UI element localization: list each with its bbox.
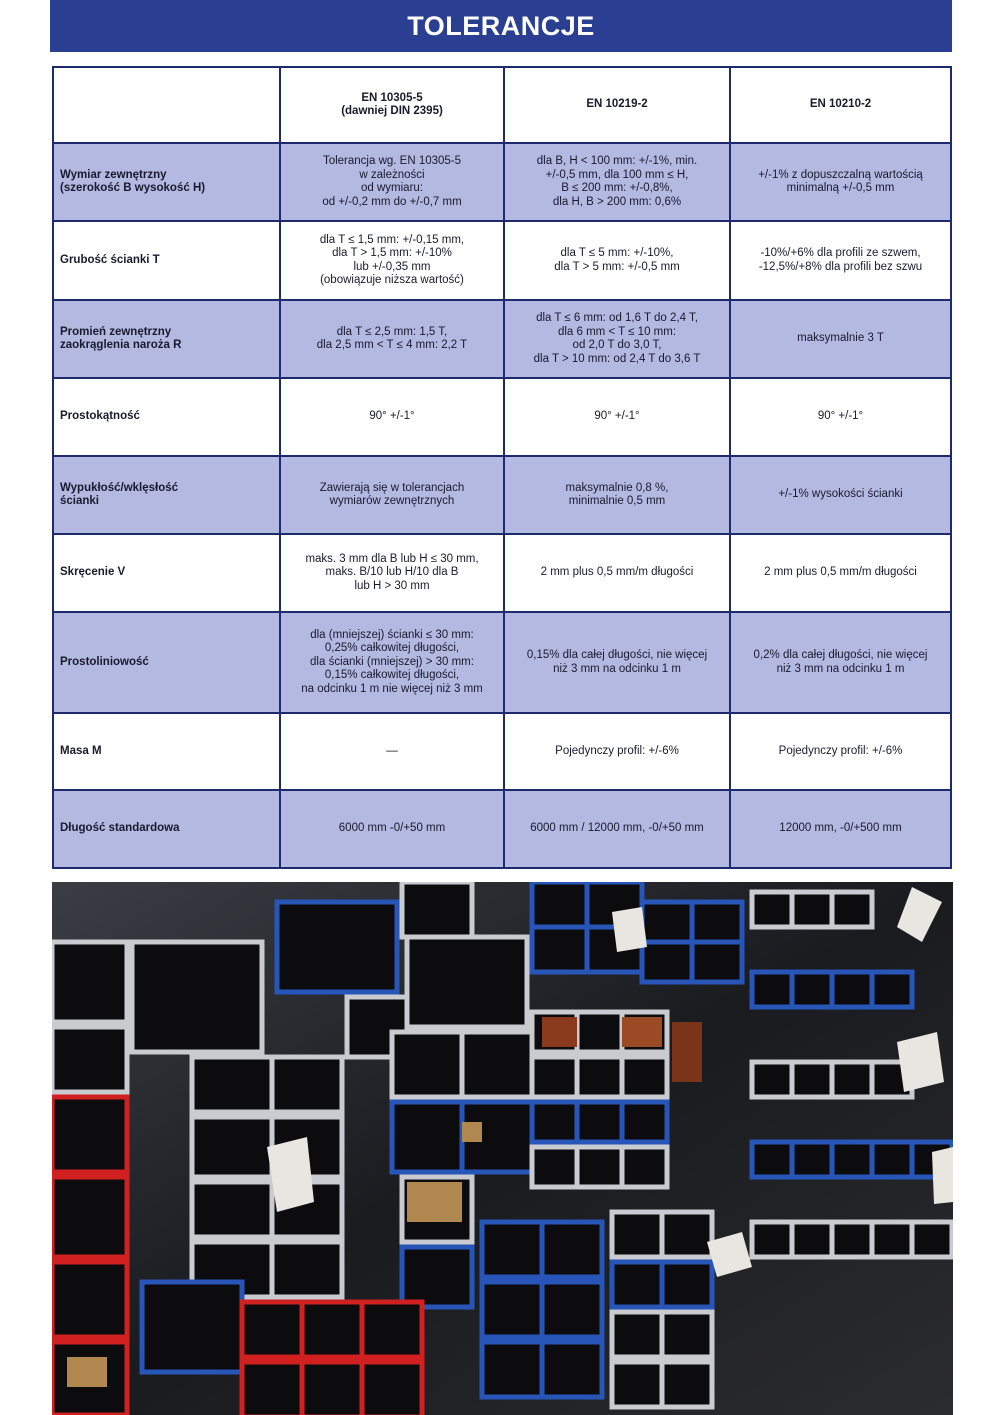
table-cell: -10%/+6% dla profili ze szwem, -12,5%/+8% dla profili bez szwu	[729, 222, 950, 299]
table-cell: +/-1% z dopuszczalną wartością minimalną +/-0,5 mm	[729, 144, 950, 220]
header-cell-en10210: EN 10210-2	[729, 68, 950, 142]
table-cell: dla B, H < 100 mm: +/-1%, min. +/-0,5 mm, dla 100 mm ≤ H, B ≤ 200 mm: +/-0,8%, dla H, B > 200 mm: 0,6%	[503, 144, 729, 220]
table-row	[54, 789, 950, 867]
table-row	[54, 533, 950, 611]
table-cell: dla T ≤ 5 mm: +/-10%, dla T > 5 mm: +/-0,5 mm	[503, 222, 729, 299]
table-cell: dla T ≤ 2,5 mm: 1,5 T, dla 2,5 mm < T ≤ 4 mm: 2,2 T	[279, 301, 503, 377]
table-cell: dla T ≤ 6 mm: od 1,6 T do 2,4 T, dla 6 mm < T ≤ 10 mm: od 2,0 T do 3,0 T, dla T > 10 mm: od 2,4 T do 3,6 T	[503, 301, 729, 377]
table-cell: 0,15% dla całej długości, nie więcej niż 3 mm na odcinku 1 m	[503, 613, 729, 712]
table-cell: maks. 3 mm dla B lub H ≤ 30 mm, maks. B/10 lub H/10 dla B lub H > 30 mm	[279, 535, 503, 611]
row-label: Prostokątność	[60, 410, 140, 423]
steel-profiles-photo	[52, 882, 953, 1415]
table-cell: +/-1% wysokości ścianki	[729, 457, 950, 533]
table-row	[54, 712, 950, 789]
table-row	[54, 299, 950, 377]
row-label: Skręcenie V	[60, 566, 126, 579]
table-cell: Zawierają się w tolerancjach wymiarów zewnętrznych	[279, 457, 503, 533]
table-cell: 6000 mm / 12000 mm, -0/+50 mm	[503, 791, 729, 867]
row-label: Wypukłość/wklęsłość ścianki	[60, 481, 179, 507]
page-title: TOLERANCJE	[407, 10, 595, 41]
tolerance-table	[52, 66, 952, 869]
table-cell: maksymalnie 0,8 %, minimalnie 0,5 mm	[503, 457, 729, 533]
table-cell: 2 mm plus 0,5 mm/m długości	[729, 535, 950, 611]
table-cell: dla T ≤ 1,5 mm: +/-0,15 mm, dla T > 1,5 mm: +/-10% lub +/-0,35 mm (obowiązuje niższa wartość)	[279, 222, 503, 299]
table-cell: dla (mniejszej) ścianki ≤ 30 mm: 0,25% całkowitej długości, dla ścianki (mniejszej) > 30 mm: 0,15% całkowitej długości, na odcinku 1 m nie więcej niż 3 mm	[279, 613, 503, 712]
table-row	[54, 142, 950, 220]
header-cell-en10305: EN 10305-5 (dawniej DIN 2395)	[279, 68, 503, 142]
table-cell: Tolerancja wg. EN 10305-5 w zależności od wymiaru: od +/-0,2 mm do +/-0,7 mm	[279, 144, 503, 220]
table-cell: 2 mm plus 0,5 mm/m długości	[503, 535, 729, 611]
row-label: Prostoliniowość	[60, 655, 149, 668]
row-label: Długość standardowa	[60, 822, 180, 835]
header-cell-empty	[54, 68, 279, 142]
table-cell: maksymalnie 3 T	[729, 301, 950, 377]
row-label: Promień zewnętrzny zaokrąglenia naroża R	[60, 325, 182, 351]
table-cell: 12000 mm, -0/+500 mm	[729, 791, 950, 867]
table-row	[54, 220, 950, 299]
table-row	[54, 377, 950, 455]
table-cell: 6000 mm -0/+50 mm	[279, 791, 503, 867]
title-banner	[50, 0, 952, 52]
table-row	[54, 611, 950, 712]
row-label: Grubość ścianki T	[60, 253, 160, 266]
table-cell: —	[279, 714, 503, 789]
table-cell: 0,2% dla całej długości, nie więcej niż 3 mm na odcinku 1 m	[729, 613, 950, 712]
table-cell: Pojedynczy profil: +/-6%	[729, 714, 950, 789]
table-cell: 90° +/-1°	[279, 379, 503, 455]
table-cell: 90° +/-1°	[729, 379, 950, 455]
table-row	[54, 455, 950, 533]
row-label: Masa M	[60, 744, 102, 757]
table-cell: Pojedynczy profil: +/-6%	[503, 714, 729, 789]
photo-illustration	[52, 882, 953, 1415]
header-cell-en10219: EN 10219-2	[503, 68, 729, 142]
row-label: Wymiar zewnętrzny (szerokość B wysokość H)	[60, 168, 206, 194]
table-header-row	[54, 68, 950, 142]
table-cell: 90° +/-1°	[503, 379, 729, 455]
